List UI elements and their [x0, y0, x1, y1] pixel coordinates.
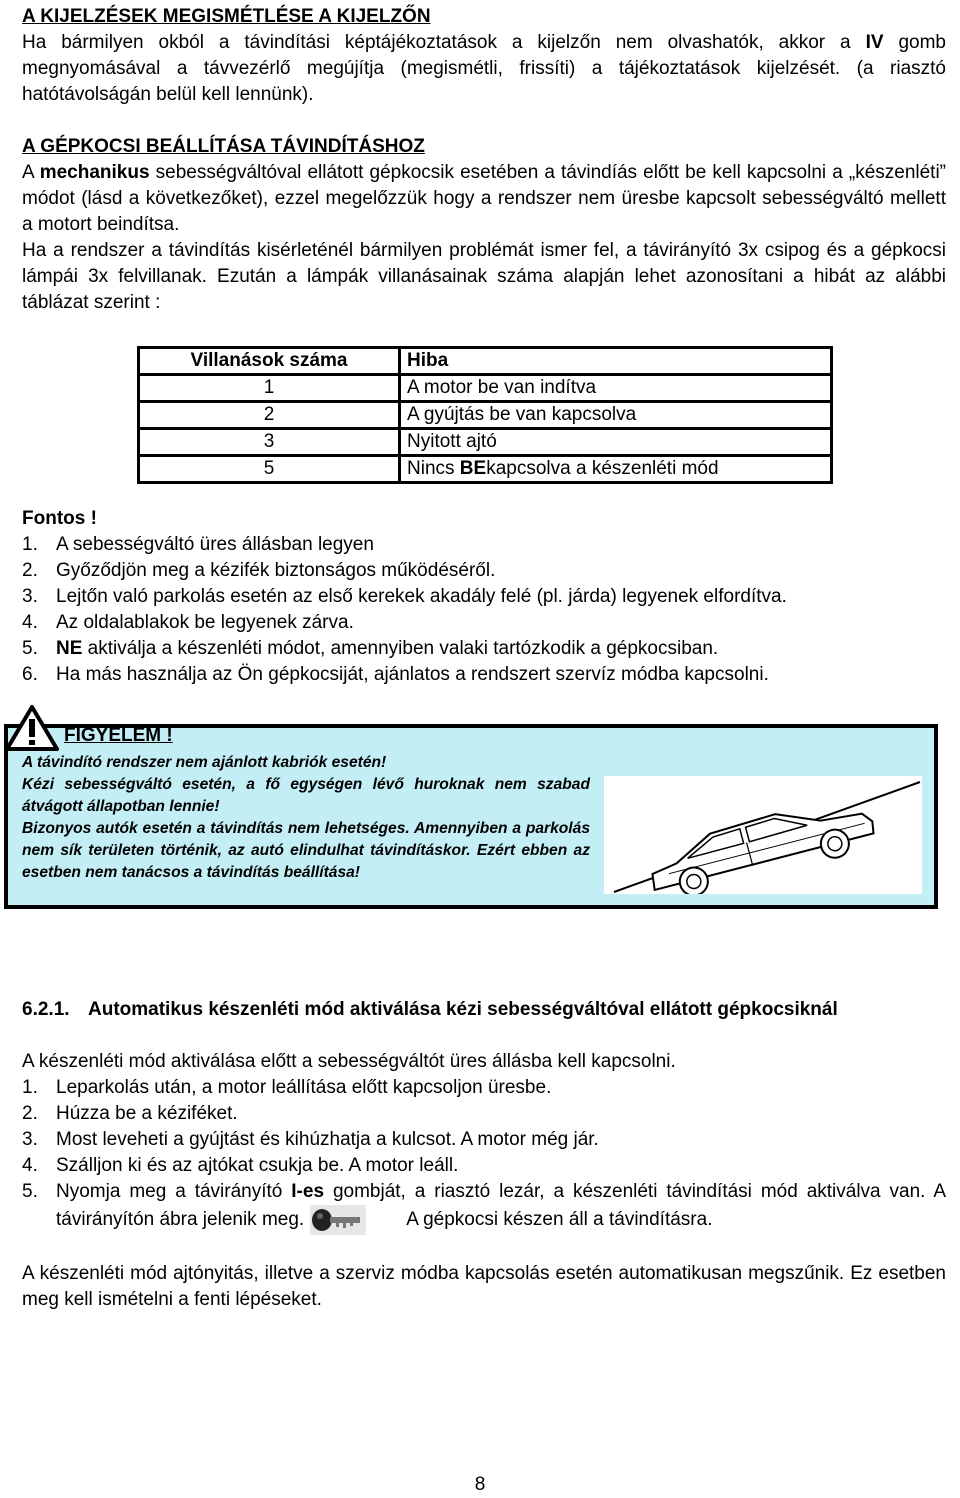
error-description	[400, 429, 832, 456]
item-number: 4.	[22, 612, 38, 633]
flash-count: 1	[139, 375, 400, 402]
list-item	[22, 532, 946, 558]
list-item	[22, 558, 946, 584]
table-header-error: Hiba	[400, 348, 832, 375]
table-header-row	[139, 348, 832, 375]
section-title-remote-start-setup: A GÉPKOCSI BEÁLLÍTÁSA TÁVINDÍTÁSHOZ	[22, 136, 425, 157]
table-row	[139, 402, 832, 429]
text-run: aktiválja a készenléti módot, amennyiben valaki tartózkodik a gépkocsiban.	[82, 638, 719, 659]
display-repeat-paragraph	[22, 30, 946, 108]
manual-page	[22, 4, 946, 1313]
text-run: Győződjön meg a kézifék biztonságos működéséről.	[56, 560, 496, 581]
text-run: gombját, a riasztó lezár, a készenléti távindítási mód aktiválva van. A távirányítón ábra jelenik meg.	[56, 1181, 947, 1231]
text-run: A gépkocsi készen áll a távindításra.	[406, 1209, 713, 1231]
list-item	[22, 584, 946, 610]
bold-term: mechanikus	[39, 162, 150, 183]
important-list	[22, 532, 946, 688]
bold-term: BE	[459, 458, 487, 479]
list-item	[22, 1075, 946, 1101]
table-row	[139, 456, 832, 483]
section-title-display-repeat: A KIJELZÉSEK MEGISMÉTLÉSE A KIJELZŐN	[22, 6, 431, 27]
text-run: A sebességváltó üres állásban legyen	[56, 534, 374, 555]
button-label: I-es	[291, 1181, 325, 1202]
text-run: A motor be van indítva	[407, 377, 597, 398]
text-run: Nincs	[407, 458, 460, 479]
flash-count: 2	[139, 402, 400, 429]
text-run: A gyújtás be van kapcsolva	[407, 404, 637, 425]
text-run: gomb megnyomásával a távvezérlő megújítja (megismétli, frissíti) a tájékoztatások kijelzését. (a riasztó hatótávolságán belül kell lennünk).	[22, 32, 946, 105]
warning-line: Bizonyos autók esetén a távindítás nem lehetséges. Amennyiben a parkolás nem sík területen történik, az autó elindulhat távindításkor. Ezért ebben az esetben nem tanácsos a távindítás beállítása!	[22, 820, 590, 881]
item-number: 1.	[22, 534, 38, 555]
text-run: kapcsolva a készenléti mód	[486, 458, 719, 479]
warning-title: FIGYELEM !	[64, 725, 173, 746]
subsection-number: 6.2.1.	[22, 999, 70, 1020]
text-run: Ha bármilyen okból a távindítási képtájékoztatások a kijelzőn nem olvashatók, akkor a	[22, 32, 866, 53]
subsection-heading	[22, 997, 946, 1023]
item-number: 3.	[22, 586, 38, 607]
text-run: Lejtőn való parkolás esetén az első kerekek akadály felé (pl. járda) legyenek elfordítva.	[56, 586, 787, 607]
list-item	[22, 1101, 946, 1127]
error-description	[400, 456, 832, 483]
standby-steps	[22, 1075, 946, 1235]
error-description	[400, 375, 832, 402]
item-number: 4.	[22, 1155, 38, 1176]
text-run: Ha más használja az Ön gépkocsiját, ajánlatos a rendszert szervíz módba kapcsolni.	[56, 664, 769, 685]
item-number: 2.	[22, 1103, 38, 1124]
warning-text	[22, 752, 590, 884]
important-heading: Fontos !	[22, 508, 97, 529]
car-on-slope-icon	[604, 776, 922, 894]
manual-gearbox-paragraph	[22, 160, 946, 238]
list-item	[22, 610, 946, 636]
warning-line: A távindító rendszer nem ajánlott kabriók esetén!	[22, 754, 387, 771]
text-run: A	[22, 162, 40, 183]
item-number: 1.	[22, 1077, 38, 1098]
key-icon	[310, 1205, 366, 1235]
spacer	[22, 1023, 946, 1049]
table-row	[139, 429, 832, 456]
list-item	[22, 662, 946, 688]
warning-triangle-icon	[4, 704, 60, 752]
step-text: Most leveheti a gyújtást és kihúzhatja a kulcsot. A motor még jár.	[56, 1129, 599, 1150]
item-number: 5.	[22, 638, 38, 659]
item-number: 6.	[22, 664, 38, 685]
item-number: 2.	[22, 560, 38, 581]
flash-count: 3	[139, 429, 400, 456]
list-item	[22, 1179, 946, 1235]
warning-line: Kézi sebességváltó esetén, a fő egységen lévő huroknak nem szabad átvágott állapotban lennie!	[22, 776, 590, 815]
step-text: Szálljon ki és az ajtókat csukja be. A motor leáll.	[56, 1155, 459, 1176]
bold-term: NE	[56, 638, 83, 659]
table-row	[139, 375, 832, 402]
step-text: Húzza be a kéziféket.	[56, 1103, 238, 1124]
page-number: 8	[474, 1474, 486, 1495]
list-item	[22, 1127, 946, 1153]
step-text: Leparkolás után, a motor leállítása előtt kapcsoljon üresbe.	[56, 1077, 552, 1098]
text-run: Nyitott ajtó	[407, 431, 497, 452]
flash-count: 5	[139, 456, 400, 483]
error-description	[400, 402, 832, 429]
text-run: sebességváltóval ellátott gépkocsik esetében a távindíás előtt be kell kapcsolni a „készenléti” módot (lásd a következőket), ezzel megelőzzük hogy a rendszer nem üresbe kapcsolt sebességváltó mellett a motort beindítsa.	[22, 162, 947, 235]
standby-outro: A készenléti mód ajtónyitás, illetve a szerviz módba kapcsolás esetén automatikusan megszűnik. Ez esetben meg kell ismételni a fenti lépéseket.	[22, 1263, 946, 1310]
standby-intro: A készenléti mód aktiválása előtt a sebességváltót üres állásba kell kapcsolni.	[22, 1051, 676, 1072]
list-item	[22, 636, 946, 662]
error-flash-paragraph: Ha a rendszer a távindítás kisérleténél bármilyen problémát ismer fel, a távirányító 3x csipog és a gépkocsi lámpái 3x felvillanak. Ezután a lámpák villanásainak száma alapján lehet azonosítani a hibát az alábbi táblázat szerint :	[22, 240, 946, 313]
subsection-title: Automatikus készenléti mód aktiválása kézi sebességváltóval ellátott gépkocsiknál	[88, 999, 838, 1020]
text-run: Nyomja meg a távirányító	[56, 1181, 292, 1202]
table-header-flashes: Villanások száma	[139, 348, 400, 375]
warning-box	[4, 724, 938, 909]
item-number: 3.	[22, 1129, 38, 1150]
flash-code-table	[137, 346, 833, 484]
spacer	[22, 1235, 946, 1261]
list-item	[22, 1153, 946, 1179]
iv-button-label: IV	[865, 32, 884, 53]
item-number: 5.	[22, 1181, 38, 1202]
text-run: Az oldalablakok be legyenek zárva.	[56, 612, 354, 633]
